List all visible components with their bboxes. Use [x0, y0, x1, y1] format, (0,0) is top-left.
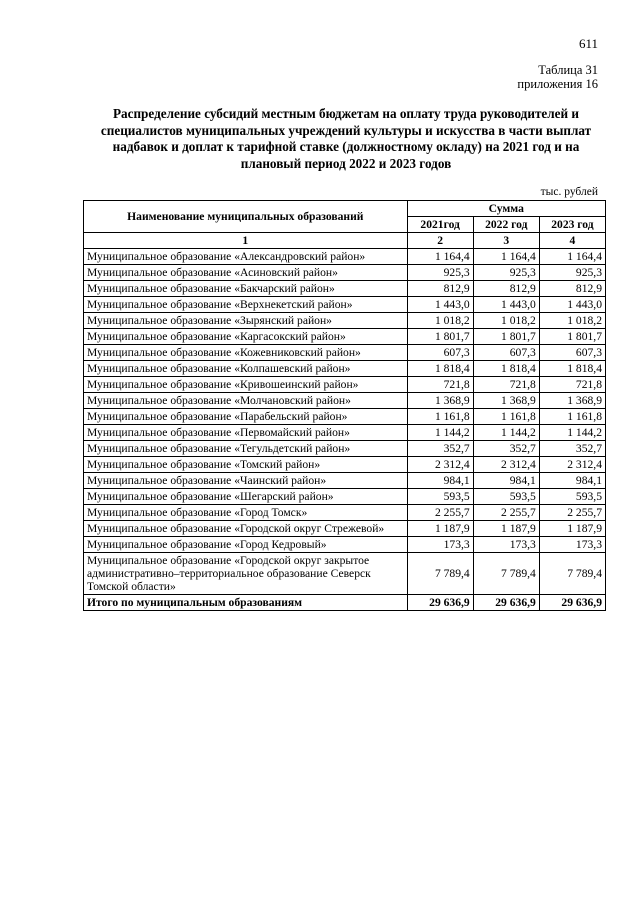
row-value-2022: 593,5 [473, 489, 539, 505]
row-municipality-name: Муниципальное образование «Кривошеинский район» [84, 377, 408, 393]
table-row [84, 457, 606, 473]
table-reference [517, 63, 598, 91]
row-value-2022: 1 368,9 [473, 393, 539, 409]
row-value-2021: 352,7 [407, 441, 473, 457]
appendix-number: приложения 16 [517, 77, 598, 91]
row-value-2021: 721,8 [407, 377, 473, 393]
table-number: Таблица 31 [538, 63, 598, 77]
row-value-2021: 1 018,2 [407, 313, 473, 329]
row-municipality-name: Муниципальное образование «Городской округ закрытое административно–территориальное образование Северск Томской области» [84, 553, 408, 595]
row-municipality-name: Муниципальное образование «Город Кедровый» [84, 537, 408, 553]
row-value-2022: 1 164,4 [473, 249, 539, 265]
units-label: тыс. рублей [540, 186, 598, 198]
total-value-2022: 29 636,9 [473, 595, 539, 611]
table-row [84, 281, 606, 297]
row-value-2021: 812,9 [407, 281, 473, 297]
row-value-2021: 1 161,8 [407, 409, 473, 425]
row-value-2023: 1 161,8 [539, 409, 605, 425]
row-municipality-name: Муниципальное образование «Томский район» [84, 457, 408, 473]
table-body [84, 249, 606, 611]
column-number-2: 2 [407, 233, 473, 249]
table-row [84, 505, 606, 521]
table-row [84, 249, 606, 265]
row-value-2021: 984,1 [407, 473, 473, 489]
row-value-2021: 1 801,7 [407, 329, 473, 345]
table-row [84, 345, 606, 361]
row-value-2023: 1 187,9 [539, 521, 605, 537]
row-value-2021: 173,3 [407, 537, 473, 553]
row-value-2023: 173,3 [539, 537, 605, 553]
row-value-2023: 812,9 [539, 281, 605, 297]
row-value-2022: 1 443,0 [473, 297, 539, 313]
table-row [84, 425, 606, 441]
table-row [84, 441, 606, 457]
total-value-2023: 29 636,9 [539, 595, 605, 611]
row-municipality-name: Муниципальное образование «Каргасокский район» [84, 329, 408, 345]
total-label: Итого по муниципальным образованиям [84, 595, 408, 611]
table-row [84, 537, 606, 553]
row-value-2022: 2 312,4 [473, 457, 539, 473]
total-row [84, 595, 606, 611]
table-row [84, 313, 606, 329]
table-row [84, 361, 606, 377]
table-row [84, 489, 606, 505]
row-municipality-name: Муниципальное образование «Парабельский район» [84, 409, 408, 425]
header-row-top [84, 201, 606, 217]
row-value-2023: 2 255,7 [539, 505, 605, 521]
column-number-1: 1 [84, 233, 408, 249]
row-value-2021: 1 443,0 [407, 297, 473, 313]
table-row [84, 329, 606, 345]
row-value-2021: 7 789,4 [407, 553, 473, 595]
column-number-4: 4 [539, 233, 605, 249]
row-municipality-name: Муниципальное образование «Асиновский район» [84, 265, 408, 281]
row-value-2021: 1 368,9 [407, 393, 473, 409]
row-municipality-name: Муниципальное образование «Город Томск» [84, 505, 408, 521]
row-value-2022: 1 818,4 [473, 361, 539, 377]
row-value-2021: 1 187,9 [407, 521, 473, 537]
row-value-2021: 1 818,4 [407, 361, 473, 377]
row-value-2023: 925,3 [539, 265, 605, 281]
row-value-2023: 593,5 [539, 489, 605, 505]
row-value-2022: 984,1 [473, 473, 539, 489]
row-value-2021: 607,3 [407, 345, 473, 361]
row-municipality-name: Муниципальное образование «Зырянский район» [84, 313, 408, 329]
header-year-2023: 2023 год [539, 217, 605, 233]
row-value-2023: 721,8 [539, 377, 605, 393]
row-value-2022: 925,3 [473, 265, 539, 281]
row-value-2021: 1 144,2 [407, 425, 473, 441]
subsidies-table [83, 200, 606, 611]
table-row [84, 393, 606, 409]
row-municipality-name: Муниципальное образование «Чаинский район» [84, 473, 408, 489]
row-municipality-name: Муниципальное образование «Колпашевский район» [84, 361, 408, 377]
row-municipality-name: Муниципальное образование «Верхнекетский район» [84, 297, 408, 313]
row-value-2023: 2 312,4 [539, 457, 605, 473]
row-municipality-name: Муниципальное образование «Городской округ Стрежевой» [84, 521, 408, 537]
header-year-2021: 2021год [407, 217, 473, 233]
total-value-2021: 29 636,9 [407, 595, 473, 611]
row-value-2022: 352,7 [473, 441, 539, 457]
header-year-2022: 2022 год [473, 217, 539, 233]
row-value-2023: 607,3 [539, 345, 605, 361]
row-municipality-name: Муниципальное образование «Молчановский район» [84, 393, 408, 409]
row-value-2021: 1 164,4 [407, 249, 473, 265]
header-sum: Сумма [407, 201, 605, 217]
row-value-2022: 1 161,8 [473, 409, 539, 425]
row-municipality-name: Муниципальное образование «Тегульдетский район» [84, 441, 408, 457]
page-number: 611 [578, 36, 598, 51]
row-municipality-name: Муниципальное образование «Александровский район» [84, 249, 408, 265]
row-value-2022: 2 255,7 [473, 505, 539, 521]
row-municipality-name: Муниципальное образование «Бакчарский район» [84, 281, 408, 297]
row-municipality-name: Муниципальное образование «Кожевниковский район» [84, 345, 408, 361]
row-value-2023: 352,7 [539, 441, 605, 457]
row-value-2022: 721,8 [473, 377, 539, 393]
row-value-2023: 1 443,0 [539, 297, 605, 313]
row-value-2021: 2 255,7 [407, 505, 473, 521]
row-value-2022: 1 187,9 [473, 521, 539, 537]
row-value-2021: 593,5 [407, 489, 473, 505]
row-municipality-name: Муниципальное образование «Первомайский район» [84, 425, 408, 441]
table-header [84, 201, 606, 249]
table-row [84, 265, 606, 281]
row-value-2023: 1 018,2 [539, 313, 605, 329]
row-value-2023: 1 818,4 [539, 361, 605, 377]
row-value-2023: 984,1 [539, 473, 605, 489]
table-row [84, 377, 606, 393]
table-row [84, 473, 606, 489]
document-title: Распределение субсидий местным бюджетам на оплату труда руководителей и специалистов муниципальных учреждений культуры и искусства в части выплат надбавок и доплат к тарифной ставке (должностному окладу) на 2021 год и на плановый период 2022 и 2023 годов [100, 106, 592, 171]
table-row [84, 297, 606, 313]
row-municipality-name: Муниципальное образование «Шегарский район» [84, 489, 408, 505]
row-value-2023: 1 164,4 [539, 249, 605, 265]
column-number-3: 3 [473, 233, 539, 249]
row-value-2022: 173,3 [473, 537, 539, 553]
row-value-2022: 1 144,2 [473, 425, 539, 441]
row-value-2021: 2 312,4 [407, 457, 473, 473]
row-value-2023: 1 144,2 [539, 425, 605, 441]
row-value-2023: 7 789,4 [539, 553, 605, 595]
row-value-2023: 1 801,7 [539, 329, 605, 345]
header-name: Наименование муниципальных образований [84, 201, 408, 233]
row-value-2022: 1 801,7 [473, 329, 539, 345]
row-value-2022: 812,9 [473, 281, 539, 297]
row-value-2022: 1 018,2 [473, 313, 539, 329]
table-row [84, 409, 606, 425]
row-value-2021: 925,3 [407, 265, 473, 281]
row-value-2022: 607,3 [473, 345, 539, 361]
row-value-2023: 1 368,9 [539, 393, 605, 409]
table-row [84, 521, 606, 537]
table-row [84, 553, 606, 595]
row-value-2022: 7 789,4 [473, 553, 539, 595]
header-row-column-numbers [84, 233, 606, 249]
